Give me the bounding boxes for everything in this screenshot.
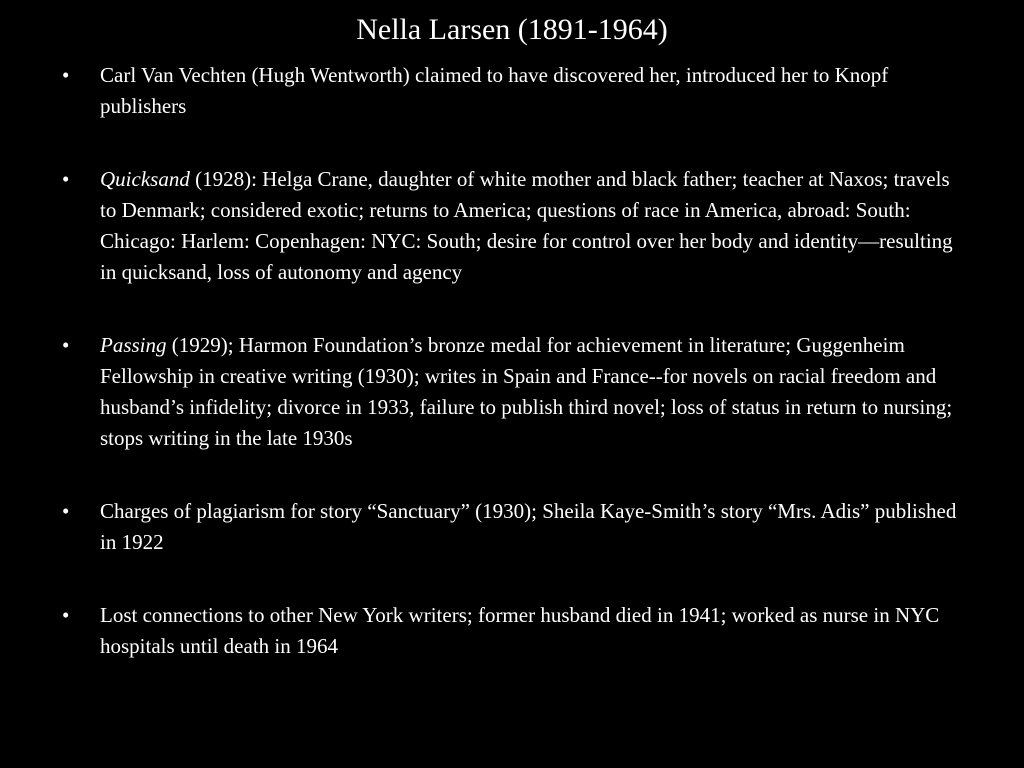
bullet-dot-icon: • bbox=[62, 63, 70, 87]
bullet-body: Charges of plagiarism for story “Sanctuary” (1930); Sheila Kaye-Smith’s story “Mrs. Adis” published in 1922 bbox=[100, 499, 957, 554]
bullet-dot-icon: • bbox=[62, 333, 70, 357]
bullet-body: (1928): Helga Crane, daughter of white mother and black father; teacher at Naxos; travels to Denmark; considered exotic; returns to America; questions of race in America, abroad: South: Chicago: Harlem: Copenhagen: NYC: South; desire for control over her body and identity—resulting in quicksand, loss of autonomy and agency bbox=[100, 167, 953, 284]
bullet-text bbox=[100, 63, 888, 118]
bullet-text bbox=[100, 333, 952, 450]
bullet-body: Carl Van Vechten (Hugh Wentworth) claimed to have discovered her, introduced her to Knopf publishers bbox=[100, 63, 889, 118]
bullet-body: (1929); Harmon Foundation’s bronze medal for achievement in literature; Guggenheim Fellowship in creative writing (1930); writes in Spain and France--for novels on racial freedom and husband’s infidelity; divorce in 1933, failure to publish third novel; loss of status in return to nursing; stops writing in the late 1930s bbox=[100, 333, 953, 450]
bullet-dot-icon: • bbox=[62, 499, 70, 523]
bullet-item bbox=[62, 600, 962, 662]
bullet-text bbox=[100, 603, 939, 658]
bullet-text bbox=[100, 499, 956, 554]
bullet-italic-title: Quicksand bbox=[100, 167, 190, 191]
bullet-dot-icon: • bbox=[62, 603, 70, 627]
bullet-text bbox=[100, 167, 953, 284]
bullet-item bbox=[62, 60, 962, 122]
bullet-item bbox=[62, 330, 962, 454]
bullet-body: Lost connections to other New York writers; former husband died in 1941; worked as nurse in NYC hospitals until death in 1964 bbox=[100, 603, 940, 658]
bullet-italic-title: Passing bbox=[100, 333, 167, 357]
slide-title: Nella Larsen (1891-1964) bbox=[356, 13, 668, 46]
bullet-list bbox=[62, 60, 962, 704]
bullet-item bbox=[62, 496, 962, 558]
bullet-dot-icon: • bbox=[62, 167, 70, 191]
bullet-item bbox=[62, 164, 962, 288]
